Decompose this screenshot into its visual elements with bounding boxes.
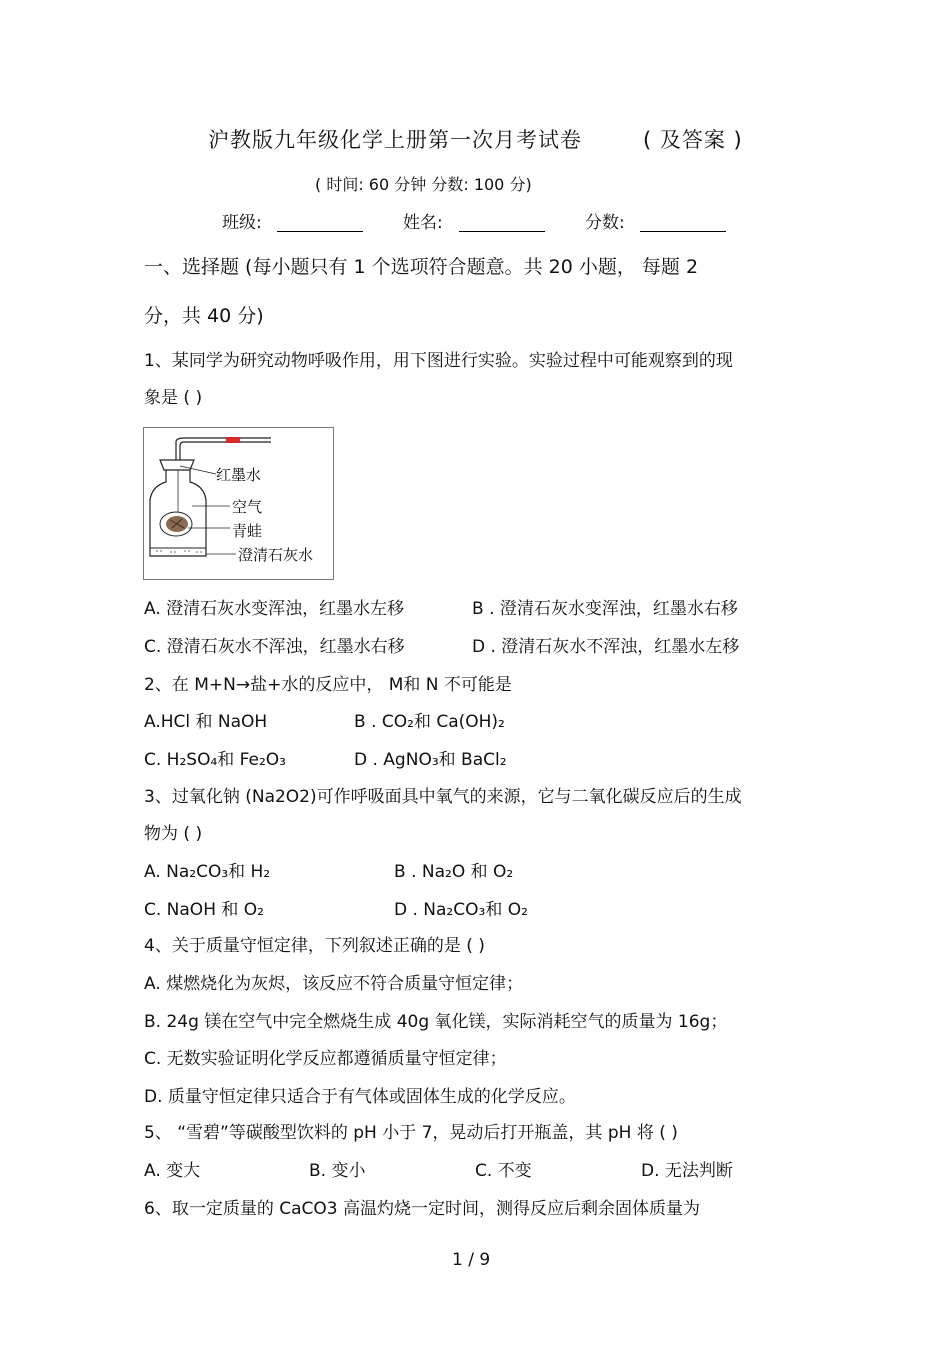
q4-option-d[interactable]: D. 质量守恒定律只适合于有气体或固体生成的化学反应。	[144, 1087, 576, 1107]
q5-stem: 5、 “雪碧”等碳酸型饮料的 pH 小于 7，晃动后打开瓶盖，其 pH 将 ( )	[144, 1123, 678, 1143]
glass-tube-outer	[176, 438, 271, 460]
score-blank[interactable]	[640, 215, 726, 237]
q1-option-c[interactable]: C. 澄清石灰水不浑浊，红墨水右移	[144, 637, 405, 657]
q2-option-a[interactable]: A.HCl 和 NaOH	[144, 712, 268, 732]
q1-option-d[interactable]: D . 澄清石灰水不浑浊，红墨水左移	[472, 637, 740, 657]
q3-stem-line2: 物为 ( )	[144, 824, 203, 844]
stopper	[160, 460, 194, 470]
title-suffix: ( 及答案 )	[643, 128, 743, 152]
page-title: 沪教版九年级化学上册第一次月考试卷	[208, 128, 582, 152]
q4-option-c[interactable]: C. 无数实验证明化学反应都遵循质量守恒定律；	[144, 1049, 507, 1069]
q1-stem-line2: 象是 ( )	[144, 388, 203, 408]
q4-option-a[interactable]: A. 煤燃烧化为灰烬，该反应不符合质量守恒定律；	[144, 974, 524, 994]
fig-label-red-ink: 红墨水	[216, 466, 262, 484]
q5-option-b[interactable]: B. 变小	[309, 1161, 366, 1181]
q5-option-c[interactable]: C. 不变	[475, 1161, 532, 1181]
class-field-label: 班级:	[222, 213, 262, 233]
q3-option-b[interactable]: B . Na₂O 和 O₂	[394, 862, 514, 882]
q1-apparatus-figure	[143, 427, 334, 580]
glass-tube	[180, 442, 271, 460]
q2-option-b[interactable]: B . CO₂和 Ca(OH)₂	[354, 712, 505, 732]
q6-stem: 6、取一定质量的 CaCO3 高温灼烧一定时间，测得反应后剩余固体质量为	[144, 1199, 700, 1219]
red-ink-plug	[226, 437, 240, 443]
name-blank[interactable]	[459, 215, 545, 237]
q2-option-d[interactable]: D . AgNO₃和 BaCl₂	[354, 750, 507, 770]
class-blank[interactable]	[277, 215, 363, 237]
exam-info: ( 时间: 60 分钟 分数: 100 分)	[315, 175, 532, 194]
q2-option-c[interactable]: C. H₂SO₄和 Fe₂O₃	[144, 750, 286, 770]
limewater-lines	[156, 551, 202, 552]
q3-option-c[interactable]: C. NaOH 和 O₂	[144, 900, 264, 920]
page-number: 1 / 9	[452, 1250, 491, 1270]
fig-label-frog: 青蛙	[232, 522, 263, 540]
q3-option-a[interactable]: A. Na₂CO₃和 H₂	[144, 862, 271, 882]
q1-stem-line1: 1、某同学为研究动物呼吸作用，用下图进行实验。实验过程中可能观察到的现	[144, 351, 733, 371]
q3-option-d[interactable]: D . Na₂CO₃和 O₂	[394, 900, 528, 920]
q1-option-b[interactable]: B . 澄清石灰水变浑浊，红墨水右移	[472, 599, 738, 619]
fig-label-air: 空气	[232, 498, 263, 516]
q5-option-a[interactable]: A. 变大	[144, 1161, 201, 1181]
q1-option-a[interactable]: A. 澄清石灰水变浑浊，红墨水左移	[144, 599, 405, 619]
section-heading-line2: 分，共 40 分)	[144, 305, 264, 327]
q5-option-d[interactable]: D. 无法判断	[641, 1161, 733, 1181]
name-field-label: 姓名:	[403, 213, 443, 233]
q3-stem-line1: 3、过氧化钠 (Na2O2)可作呼吸面具中氧气的来源，它与二氧化碳反应后的生成	[144, 787, 742, 807]
q4-stem: 4、关于质量守恒定律，下列叙述正确的是 ( )	[144, 936, 485, 956]
q2-stem: 2、在 M+N→盐+水的反应中， M和 N 不可能是	[144, 675, 512, 695]
q4-option-b[interactable]: B. 24g 镁在空气中完全燃烧生成 40g 氧化镁，实际消耗空气的质量为 16g；	[144, 1012, 728, 1032]
score-field-label: 分数:	[585, 213, 625, 233]
fig-label-limewater: 澄清石灰水	[238, 546, 314, 564]
section-heading-line1: 一、选择题 (每小题只有 1 个选项符合题意。共 20 小题， 每题 2	[144, 256, 699, 278]
